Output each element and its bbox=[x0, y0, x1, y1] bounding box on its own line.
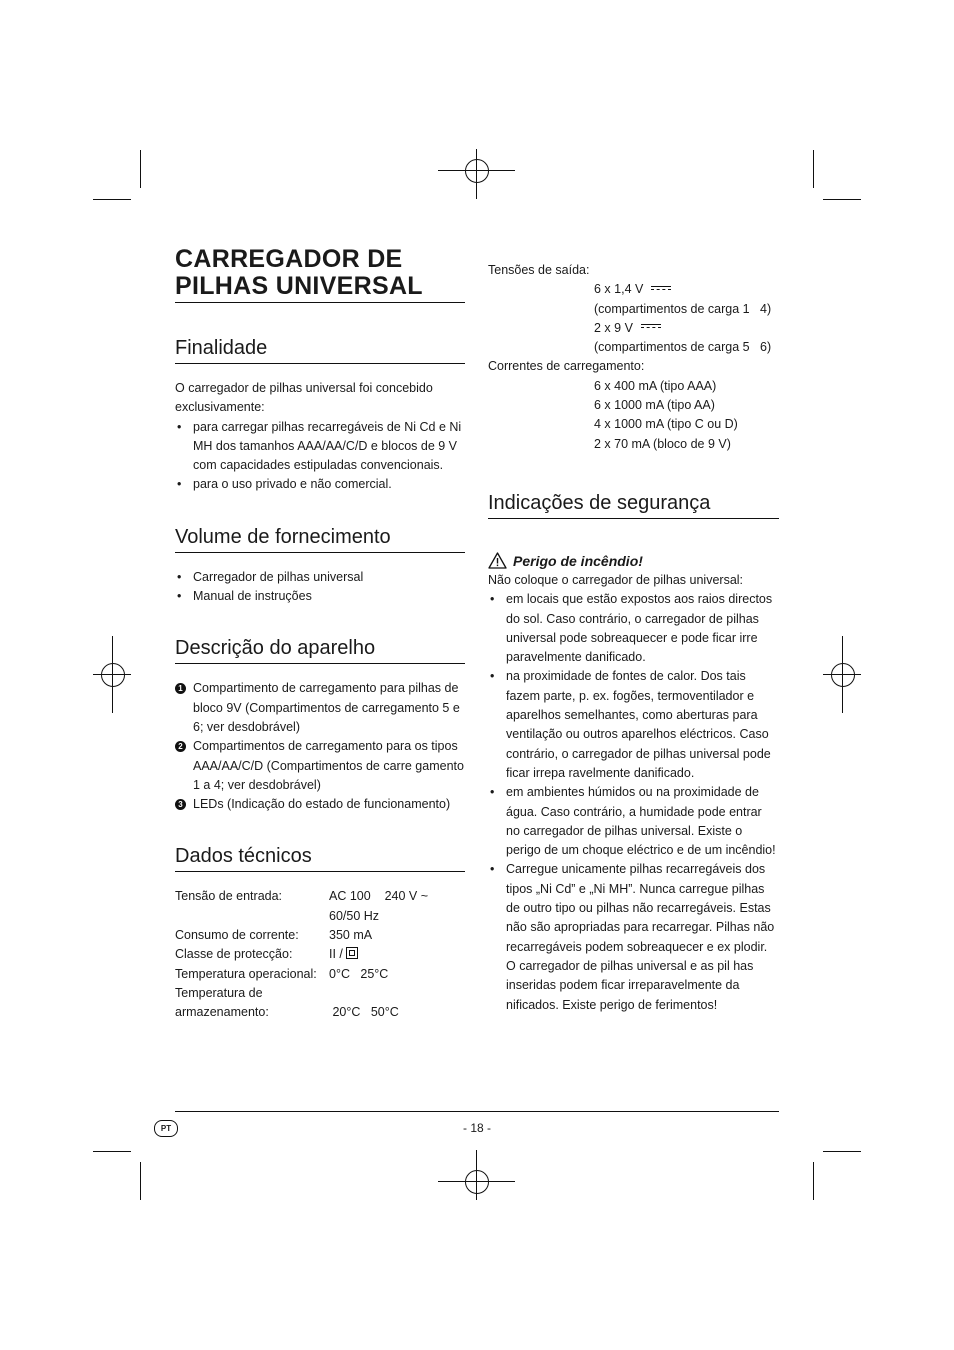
list-item: • Manual de instruções bbox=[175, 587, 465, 606]
row-label bbox=[175, 907, 329, 926]
warning-title: Perigo de incêndio! bbox=[513, 552, 643, 569]
warning-heading bbox=[488, 551, 779, 571]
heading-finalidade: Finalidade bbox=[175, 336, 465, 364]
item-text: LEDs (Indicação do estado de funcionamento) bbox=[193, 797, 451, 812]
table-row bbox=[175, 1003, 465, 1022]
list-item: • na proximidade de fontes de calor. Dos tais fazem parte, p. ex. fogões, termoventilador e aparelhos semelhantes, como aberturas para ventilação ou outros aparelhos eléctricos. Caso contrário, o carregador de pilhas universal pode ficar irrepa ravelmente danificado. bbox=[488, 667, 779, 783]
list-item: • para carregar pilhas recarregáveis de Ni Cd e Ni MH dos tamanhos AAA/AA/C/D e blocos de 9 V com capacidades estipuladas convencionais. bbox=[175, 418, 465, 476]
tensao-line bbox=[488, 319, 779, 338]
list-item bbox=[175, 679, 465, 737]
item-text: Compartimentos de carregamento para os tipos AAA/AA/C/D (Compartimentos de carre gamento 1 a 4; ver desdobrável) bbox=[193, 739, 464, 792]
dc-symbol-icon bbox=[651, 286, 671, 293]
language-badge: PT bbox=[154, 1120, 178, 1137]
tech-table bbox=[175, 887, 465, 1022]
protection-class-ii-icon bbox=[346, 947, 358, 959]
dc-symbol-icon bbox=[641, 324, 661, 331]
row-label: armazenamento: bbox=[175, 1005, 269, 1020]
page-number: - 18 - bbox=[462, 1121, 491, 1135]
page-title: CARREGADOR DE PILHAS UNIVERSAL bbox=[175, 246, 465, 303]
heading-dados: Dados técnicos bbox=[175, 844, 465, 872]
table-row bbox=[175, 887, 465, 906]
list-item: • em ambientes húmidos ou na proximidade de água. Caso contrário, a humidade pode entrar no carregador de pilhas universal. Existe o perigo de um choque eléctrico e de um incêndio! bbox=[488, 783, 779, 860]
item-text: Compartimento de carregamento para pilhas de bloco 9V (Compartimentos de carregamento 5 e 6; ver desdobrável) bbox=[193, 681, 460, 734]
correntes-label: Correntes de carregamento: bbox=[488, 359, 645, 374]
heading-seguranca: Indicações de segurança bbox=[488, 491, 779, 519]
seguranca-intro: Não coloque o carregador de pilhas universal: bbox=[488, 572, 744, 587]
corrente-line: 2 x 70 mA (bloco de 9 V) bbox=[594, 436, 731, 451]
row-value: 350 mA bbox=[329, 928, 373, 943]
corrente-line: 6 x 400 mA (tipo AAA) bbox=[594, 378, 717, 393]
volume-list bbox=[175, 568, 465, 607]
warning-triangle-icon bbox=[488, 552, 507, 569]
footer-divider bbox=[175, 1111, 779, 1112]
row-value: 20°C 50°C bbox=[329, 1005, 399, 1020]
table-row bbox=[175, 984, 465, 1003]
table-row bbox=[175, 926, 465, 945]
output-specs bbox=[488, 261, 779, 454]
list-item bbox=[175, 795, 465, 814]
row-value: II / bbox=[329, 947, 343, 962]
list-item: • para o uso privado e não comercial. bbox=[175, 475, 465, 494]
tensao-value: 6 x 1,4 V bbox=[594, 282, 644, 297]
tensao-line bbox=[488, 280, 779, 299]
finalidade-list bbox=[175, 418, 465, 495]
row-value: 0°C 25°C bbox=[329, 966, 389, 981]
row-value bbox=[329, 984, 465, 1003]
row-value: AC 100 240 V ~ bbox=[329, 889, 429, 904]
heading-volume: Volume de fornecimento bbox=[175, 525, 465, 553]
corrente-line: 4 x 1000 mA (tipo C ou D) bbox=[594, 417, 738, 432]
number-badge: 1 bbox=[175, 683, 186, 694]
row-label: Temperatura de bbox=[175, 985, 263, 1000]
row-value: 60/50 Hz bbox=[329, 908, 380, 923]
number-badge: 2 bbox=[175, 741, 186, 752]
row-label: Temperatura operacional: bbox=[175, 966, 317, 981]
list-item: • em locais que estão expostos aos raios directos do sol. Caso contrário, o carregador de pilhas universal pode sobreaquecer e pode ficar irre paravelmente danificado. bbox=[488, 590, 779, 667]
table-row bbox=[175, 907, 465, 926]
tensao-value: 2 x 9 V bbox=[594, 320, 633, 335]
right-column bbox=[488, 261, 779, 1015]
corrente-line: 6 x 1000 mA (tipo AA) bbox=[594, 398, 715, 413]
row-label: Consumo de corrente: bbox=[175, 928, 299, 943]
list-item: • Carregue unicamente pilhas recarregáveis dos tipos „Ni Cd” e „Ni MH”. Nunca carregue pilhas de outro tipo ou pilhas não recarregáveis. Estas não são apropriadas para recarregar. Pilhas não recarregáveis podem sobreaquecer e ex plodir. O carregador de pilhas universal e as pil has inseridas podem ficar irreparavelmente da nificados. Existe perigo de ferimentos! bbox=[488, 860, 779, 1014]
row-label: Tensão de entrada: bbox=[175, 889, 283, 904]
tensao-line: (compartimentos de carga 1 4) bbox=[594, 301, 772, 316]
table-row bbox=[175, 965, 465, 984]
tensoes-label: Tensões de saída: bbox=[488, 263, 590, 277]
table-row bbox=[175, 945, 465, 964]
tensao-line: (compartimentos de carga 5 6) bbox=[594, 340, 772, 355]
seguranca-list bbox=[488, 590, 779, 1015]
left-column bbox=[175, 246, 465, 1023]
row-label: Classe de protecção: bbox=[175, 947, 293, 962]
list-item bbox=[175, 737, 465, 795]
list-item: • Carregador de pilhas universal bbox=[175, 568, 465, 587]
descricao-list bbox=[175, 679, 465, 814]
heading-descricao: Descrição do aparelho bbox=[175, 636, 465, 664]
number-badge: 3 bbox=[175, 799, 186, 810]
row-value-wrap bbox=[329, 945, 465, 964]
finalidade-intro: O carregador de pilhas universal foi concebido exclusivamente: bbox=[175, 381, 433, 415]
